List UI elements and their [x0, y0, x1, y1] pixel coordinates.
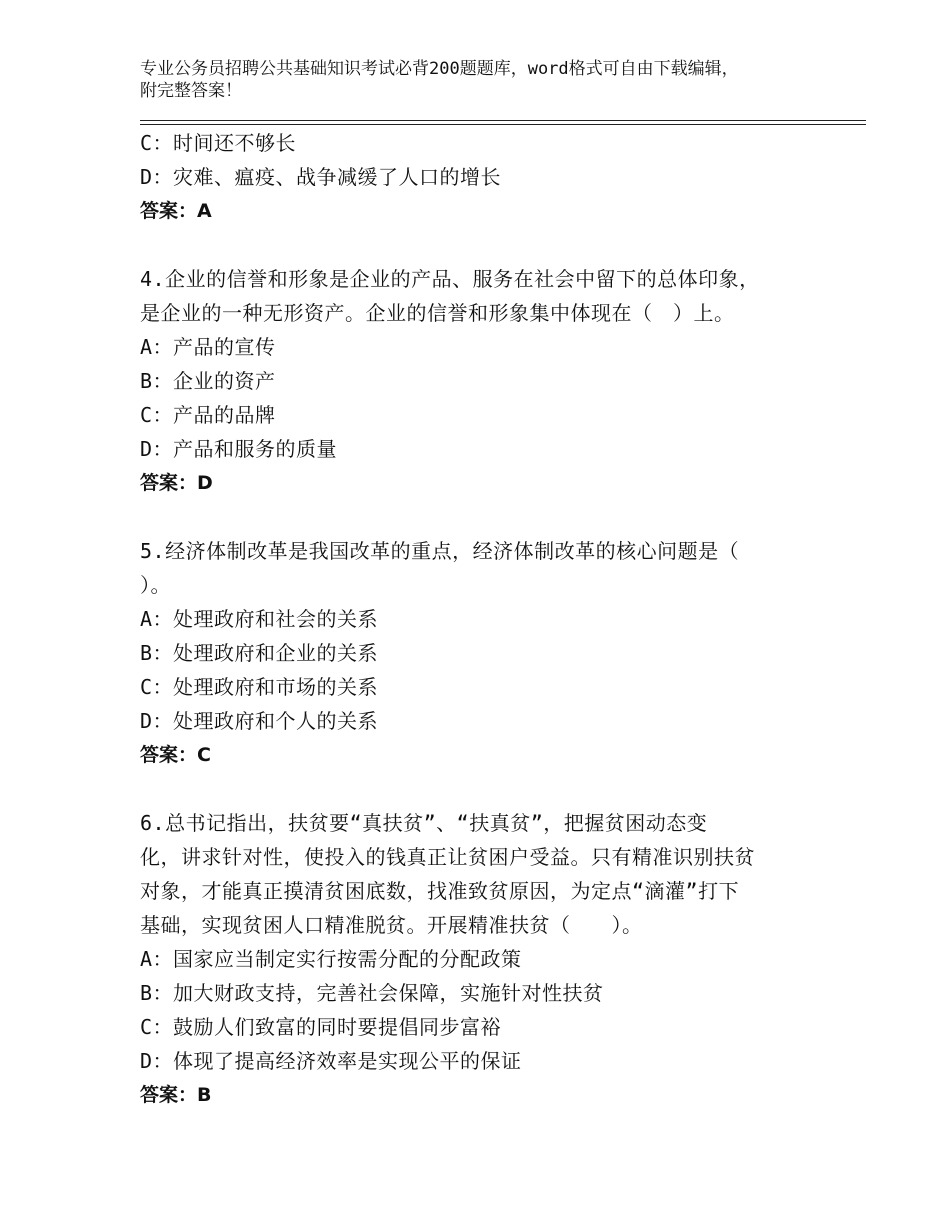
answer-line: 答案：D — [140, 472, 213, 494]
answer-line: 答案：C — [140, 744, 211, 766]
option-b: B：企业的资产 — [140, 369, 276, 393]
option-d: D：灾难、瘟疫、战争减缓了人口的增长 — [140, 165, 502, 189]
option-a: A：国家应当制定实行按需分配的分配政策 — [140, 947, 522, 971]
option-b: B：加大财政支持，完善社会保障，实施针对性扶贫 — [140, 981, 604, 1005]
question-6 — [140, 806, 820, 1112]
question-stem-line: 是企业的一种无形资产。企业的信誉和形象集中体现在（ ）上。 — [140, 301, 735, 325]
question-stem-line: 4.企业的信誉和形象是企业的产品、服务在社会中留下的总体印象， — [140, 267, 760, 291]
question-stem-line: 化，讲求针对性，使投入的钱真正让贫困户受益。只有精准识别扶贫 — [140, 845, 755, 869]
option-c: C：处理政府和市场的关系 — [140, 675, 379, 699]
question-5 — [140, 534, 820, 772]
option-b: B：处理政府和企业的关系 — [140, 641, 379, 665]
header-divider-bottom — [140, 124, 866, 125]
question-stem-line: 6.总书记指出，扶贫要“真扶贫”、“扶真贫”，把握贫困动态变 — [140, 811, 708, 835]
document-header — [140, 58, 820, 102]
previous-question-tail — [140, 126, 820, 228]
option-c: C：产品的品牌 — [140, 403, 276, 427]
header-line-1: 专业公务员招聘公共基础知识考试必背200题题库，word格式可自由下载编辑， — [140, 59, 739, 79]
option-a: A：产品的宣传 — [140, 335, 276, 359]
header-divider-top — [140, 120, 866, 121]
answer-line: 答案：A — [140, 200, 212, 222]
option-c: C：时间还不够长 — [140, 131, 297, 155]
question-stem-line: ）。 — [140, 573, 171, 597]
question-stem-line: 5.经济体制改革是我国改革的重点，经济体制改革的核心问题是（ — [140, 539, 740, 563]
question-stem-line: 基础，实现贫困人口精准脱贫。开展精准扶贫（ ）。 — [140, 913, 643, 937]
question-4 — [140, 262, 820, 500]
question-stem-line: 对象，才能真正摸清贫困底数，找准致贫原因，为定点“滴灌”打下 — [140, 879, 740, 903]
option-d: D：体现了提高经济效率是实现公平的保证 — [140, 1049, 522, 1073]
option-d: D：处理政府和个人的关系 — [140, 709, 379, 733]
document-body — [140, 126, 820, 1112]
option-a: A：处理政府和社会的关系 — [140, 607, 379, 631]
header-line-2: 附完整答案！ — [140, 81, 242, 101]
answer-line: 答案：B — [140, 1084, 212, 1106]
option-c: C：鼓励人们致富的同时要提倡同步富裕 — [140, 1015, 502, 1039]
option-d: D：产品和服务的质量 — [140, 437, 338, 461]
